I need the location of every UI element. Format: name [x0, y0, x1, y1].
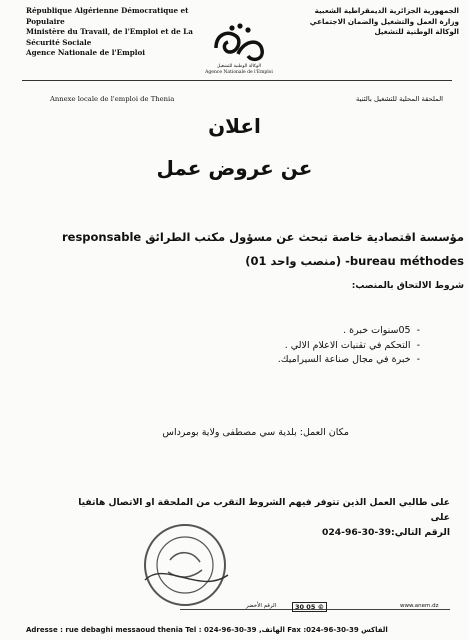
contact-line-1: على طالبي العمل الذين تتوفر فيهم الشروط التقرب من الملحقة او الاتصال هاتفيا على — [78, 497, 450, 523]
logo-caption — [204, 64, 274, 76]
official-stamp-icon — [140, 520, 230, 610]
header-ar-line: وزارة العمل والتشغيل والضمان الاجتماعي — [309, 16, 459, 26]
green-number-label: الرقم الأخضر — [246, 603, 277, 609]
announcement-subtitle: عن عروض عمل — [156, 156, 313, 180]
logo-caption-fr: Agence Nationale de l'Emploi — [205, 70, 273, 75]
header-ar-line: الوكالة الوطنية للتشغيل — [374, 27, 459, 36]
list-item: - 05سنوات خبرة . — [278, 324, 420, 339]
work-location: مكان العمل: بلدية سي مصطفى ولاية بومرداس — [162, 427, 349, 438]
header-divider — [22, 80, 452, 81]
header-arabic — [309, 6, 459, 38]
header-ar-line: الجمهورية الجزائرية الديمقراطية الشعبية — [314, 6, 459, 15]
header-fr-line: Ministère du Travail, de l'Emploi et de La Sécurité Sociale — [26, 27, 193, 47]
offer-line-1: مؤسسة اقتصادية خاصة تبحث عن مسؤول مكتب الطرائق responsable — [61, 230, 464, 244]
contact-instructions — [60, 495, 450, 540]
annexe-french: Annexe locale de l'emploi de Thenia — [50, 95, 175, 103]
announcement-title: اعلان — [208, 114, 261, 138]
logo-caption-ar: الوكالة الوطنية للتشغيل — [217, 64, 261, 69]
website-link: www.anem.dz — [400, 603, 439, 609]
annexe-arabic: الملحقة المحلية للتشغيل بالثنية — [356, 95, 444, 103]
conditions-heading: شروط الالتحاق بالمنصب: — [351, 281, 464, 291]
list-item: - التحكم في تقنيات الاعلام الالي . — [278, 339, 420, 354]
contact-line-2: الرقم التالي:39-30-96-024 — [321, 527, 450, 538]
header-fr-line: Agence Nationale de l'Emploi — [26, 48, 146, 57]
header-french — [26, 6, 226, 59]
header-fr-line: République Algérienne Démocratique et Populaire — [26, 6, 189, 26]
green-number-badge: 30 05 © — [292, 602, 327, 612]
conditions-list — [278, 324, 434, 368]
offer-line-2: bureau méthodes- (منصب واحد 01) — [245, 254, 464, 268]
list-item: - خبرة في مجال صناعة السيراميك. — [278, 353, 420, 368]
footer-address: Adresse : rue debaghi messaoud thenia Tel : 024-96-30-39 ,الهاتف Fax :024-96-30-39 الفاكس — [26, 626, 388, 634]
